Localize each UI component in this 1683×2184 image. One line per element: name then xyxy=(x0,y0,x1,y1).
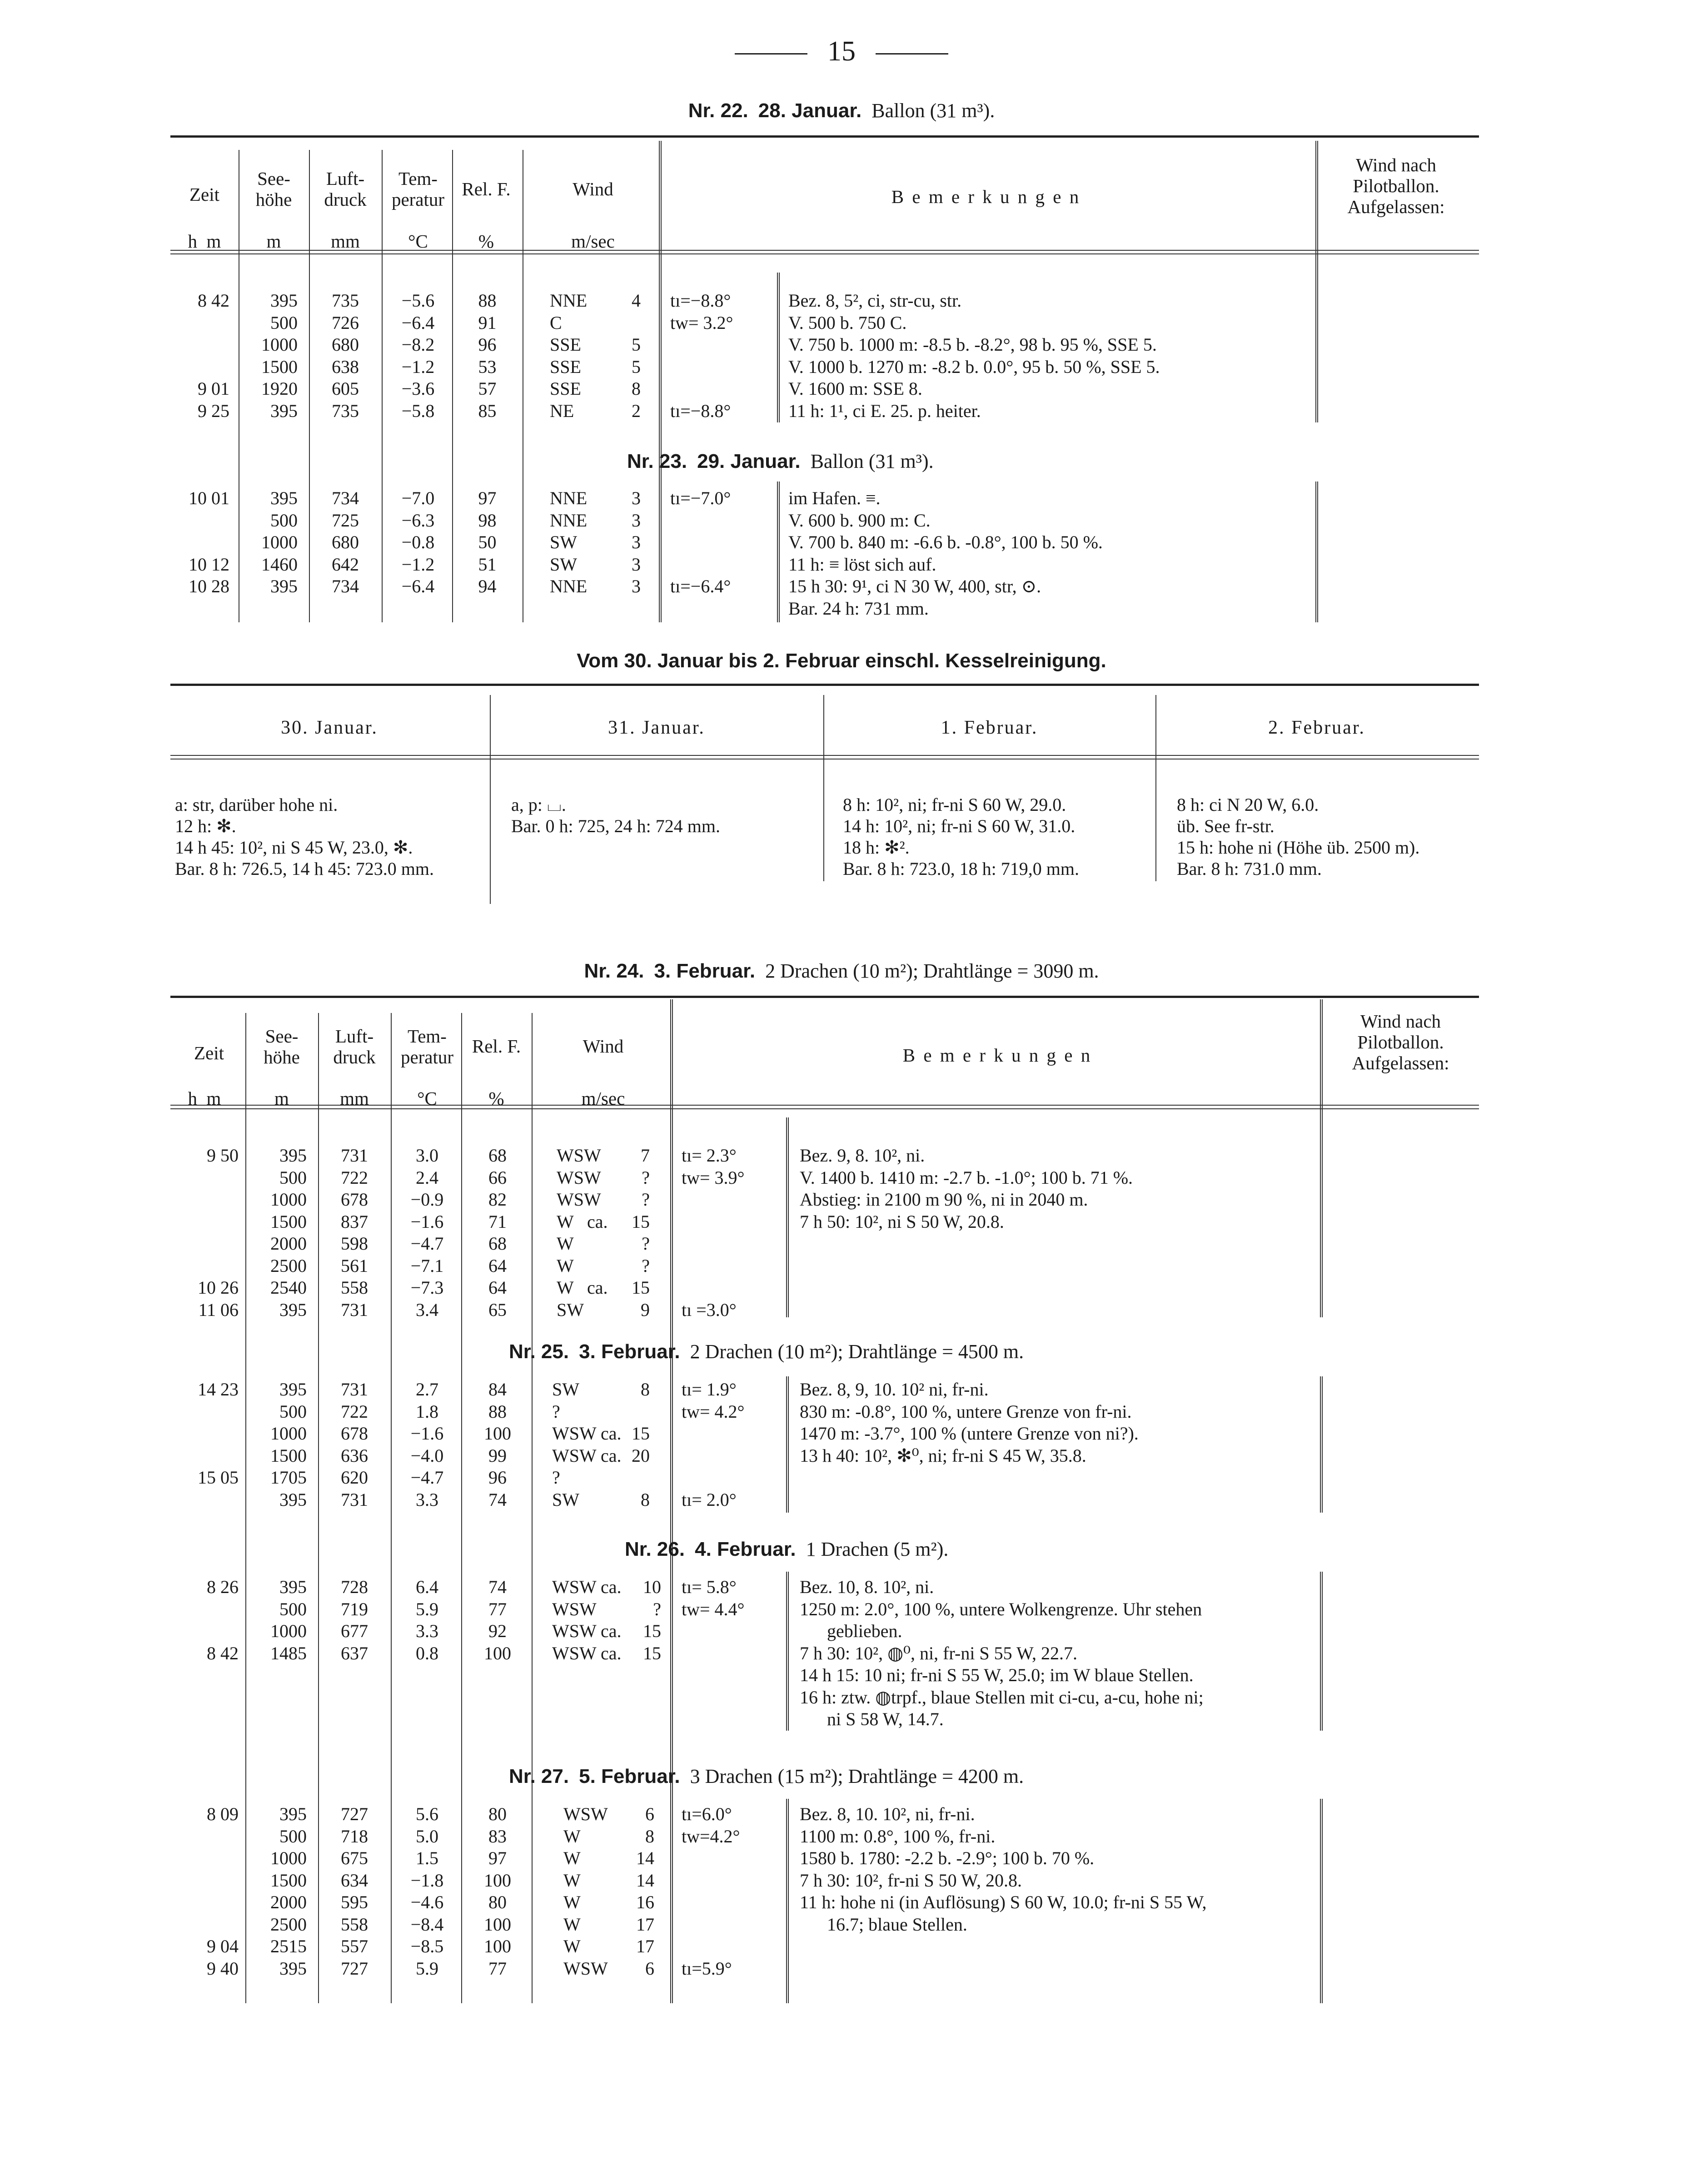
day-text-2-februar: 8 h: ci N 20 W, 6.0. üb. See fr-str. 15 h: hohe ni (Höhe üb. 2500 m). Bar. 8 h: 731.0 mm. xyxy=(1177,794,1420,879)
col-head-relf-2: Rel. F. xyxy=(472,1036,521,1057)
day-head-2-februar: 2. Februar. xyxy=(1268,717,1365,738)
kessel-title: Vom 30. Januar bis 2. Februar einschl. Kesselreinigung. xyxy=(577,650,1106,672)
nr25-wind-speed: 8 15 20 8 xyxy=(632,1379,650,1510)
nr24-wind-speed: 7 ? ? 15 ? ? 15 9 xyxy=(632,1145,650,1320)
col-head-pilotballon-2: Wind nach Pilotballon. Aufgelassen: xyxy=(1352,1011,1449,1073)
page-header xyxy=(0,35,1683,68)
day-text-31-januar: a, p: ⌴. Bar. 0 h: 725, 24 h: 724 mm. xyxy=(511,794,720,836)
nr25-thermometer: tı= 1.9° tw= 4.2° tı= 2.0° xyxy=(682,1379,745,1510)
nr23-druck: 734 725 680 642 734 xyxy=(332,488,359,596)
nr22-bemerkungen: Bez. 8, 5², ci, str-cu, str. V. 500 b. 750 C. V. 750 b. 1000 m: -8.5 b. -8.2°, 98 b. 95 %, SSE 5. V. 1000 b. 1270 m: -8.2 b. 0.0°, 95 b. 50 %, SSE 5. V. 1600 m: SSE 8. 11 h: 1¹, ci E. 25. p. heiter. xyxy=(788,290,1160,421)
nr24-wind-dir: WSW WSW WSW W ca. W W W ca. SW xyxy=(557,1145,608,1320)
col-head-wind: Wind xyxy=(573,179,613,199)
nr26-relf: 74 77 92 100 xyxy=(484,1577,511,1663)
nr26-hoehe: 395 500 1000 1485 xyxy=(270,1577,307,1663)
table1-top-rule xyxy=(170,135,1479,138)
col-head-zeit: Zeit xyxy=(189,184,220,205)
col-head-zeit-2: Zeit xyxy=(194,1042,224,1063)
nr22-zeit: 8 42 9 01 9 25 xyxy=(198,290,229,421)
nr22-druck: 735 726 680 638 605 735 xyxy=(332,290,359,421)
nr27-druck: 727 718 675 634 595 558 557 727 xyxy=(341,1804,368,1979)
nr23-temp: −7.0 −6.3 −0.8 −1.2 −6.4 xyxy=(401,488,435,596)
nr23-thermometer: tı=−7.0° tı=−6.4° xyxy=(670,488,731,596)
section-title-nr27: Nr. 27. 5. Februar. 3 Drachen (15 m²); Drahtlänge = 4200 m. xyxy=(509,1765,1024,1787)
nr24-thermometer: tı= 2.3° tw= 3.9° tı =3.0° xyxy=(682,1145,745,1320)
nr26-zeit: 8 26 8 42 xyxy=(207,1577,239,1663)
nr25-bemerkungen: Bez. 8, 9, 10. 10² ni, fr-ni. 830 m: -0.8°, 100 %, untere Grenze von fr-ni. 1470 m: -3.7°, 100 % (untere Grenze von ni?). 13 h 40: 10², ✻⁰, ni; fr-ni S 45 W, 35.8. xyxy=(800,1379,1139,1466)
page-number: 15 xyxy=(827,36,856,67)
nr22-wind-speed: 4 5 5 8 2 xyxy=(632,290,641,421)
nr23-wind-dir: NNE NNE SW SW NNE xyxy=(550,488,588,596)
nr24-relf: 68 66 82 71 68 64 64 65 xyxy=(488,1145,507,1320)
col-head-relf: Rel. F. xyxy=(462,179,511,199)
nr22-relf: 88 91 96 53 57 85 xyxy=(478,290,497,421)
nr27-temp: 5.6 5.0 1.5 −1.8 −4.6 −8.4 −8.5 5.9 xyxy=(410,1804,444,1979)
nr23-zeit: 10 01 10 12 10 28 xyxy=(189,488,229,596)
nr23-bemerkungen: im Hafen. ≡. V. 600 b. 900 m: C. V. 700 b. 840 m: -6.6 b. -0.8°, 100 b. 50 %. 11 h: ≡ löst sich auf. 15 h 30: 9¹, ci N 30 W, 400, str, ⊙. Bar. 24 h: 731 mm. xyxy=(788,488,1103,619)
nr23-hoehe: 395 500 1000 1460 395 xyxy=(261,488,298,596)
col-head-pilotballon: Wind nach Pilotballon. Aufgelassen: xyxy=(1347,154,1445,217)
nr25-relf: 84 88 100 99 96 74 xyxy=(484,1379,511,1510)
nr24-hoehe: 395 500 1000 1500 2000 2500 2540 395 xyxy=(270,1145,307,1320)
nr22-temp: −5.6 −6.4 −8.2 −1.2 −3.6 −5.8 xyxy=(401,290,435,421)
section-title-nr23: Nr. 23. 29. Januar. Ballon (31 m³). xyxy=(627,450,934,472)
section-title-nr26: Nr. 26. 4. Februar. 1 Drachen (5 m²). xyxy=(625,1538,949,1560)
nr22-hoehe: 395 500 1000 1500 1920 395 xyxy=(261,290,298,421)
nr27-wind-speed: 6 8 14 14 16 17 17 6 xyxy=(636,1804,654,1979)
nr25-druck: 731 722 678 636 620 731 xyxy=(341,1379,368,1510)
nr27-thermometer: tı=6.0° tw=4.2° tı=5.9° xyxy=(682,1804,740,1979)
col-head-seehoehe: See- höhe xyxy=(255,168,292,210)
section-title-nr22: Nr. 22. 28. Januar. Ballon (31 m³). xyxy=(688,99,995,122)
section-title-nr24: Nr. 24. 3. Februar. 2 Drachen (10 m²); Drahtlänge = 3090 m. xyxy=(584,960,1099,982)
col-head-seehoehe-2: See- höhe xyxy=(264,1026,300,1067)
col-head-bemerkungen: B e m e r k u n g e n xyxy=(891,186,1081,207)
section-title-nr25: Nr. 25. 3. Februar. 2 Drachen (10 m²); Drahtlänge = 4500 m. xyxy=(509,1340,1024,1363)
nr24-temp: 3.0 2.4 −0.9 −1.6 −4.7 −7.1 −7.3 3.4 xyxy=(410,1145,444,1320)
nr26-wind-dir: WSW ca. WSW WSW ca. WSW ca. xyxy=(552,1577,622,1663)
day-head-1-februar: 1. Februar. xyxy=(941,717,1038,738)
day-text-30-januar: a: str, darüber hohe ni. 12 h: ✻. 14 h 45: 10², ni S 45 W, 23.0, ✻. Bar. 8 h: 726.5, 14 h 45: 723.0 mm. xyxy=(175,794,434,879)
nr25-hoehe: 395 500 1000 1500 1705 395 xyxy=(270,1379,307,1510)
nr26-bemerkungen: Bez. 10, 8. 10², ni. 1250 m: 2.0°, 100 %, untere Wolkengrenze. Uhr stehen geblieben. 7 h 30: 10², ◍⁰, ni, fr-ni S 55 W, 22.7. 14 h 15: 10 ni; fr-ni S 55 W, 25.0; im W blaue Stellen. 16 h: ztw. ◍trpf., blaue Stellen mit ci-cu, a-cu, hohe ni; ni S 58 W, 14.7. xyxy=(800,1577,1204,1729)
nr27-zeit: 8 09 9 04 9 40 xyxy=(207,1804,239,1979)
nr24-druck: 731 722 678 837 598 561 558 731 xyxy=(341,1145,368,1320)
nr25-temp: 2.7 1.8 −1.6 −4.0 −4.7 3.3 xyxy=(410,1379,444,1510)
col-head-luftdruck: Luft- druck xyxy=(324,168,367,210)
nr27-relf: 80 83 97 100 80 100 100 77 xyxy=(484,1804,511,1979)
nr23-relf: 97 98 50 51 94 xyxy=(478,488,497,596)
nr22-wind-dir: NNE C SSE SSE SSE NE xyxy=(550,290,588,421)
col-head-luftdruck-2: Luft- druck xyxy=(333,1026,376,1067)
nr26-temp: 6.4 5.9 3.3 0.8 xyxy=(416,1577,438,1663)
day-head-30-januar: 30. Januar. xyxy=(281,717,378,738)
day-head-31-januar: 31. Januar. xyxy=(608,717,705,738)
nr22-thermometer: tı=−8.8° tw= 3.2° tı=−8.8° xyxy=(670,290,733,421)
nr24-zeit: 9 50 10 26 11 06 xyxy=(198,1145,239,1320)
day-text-1-februar: 8 h: 10², ni; fr-ni S 60 W, 29.0. 14 h: 10², ni; fr-ni S 60 W, 31.0. 18 h: ✻². Bar. 8 h: 723.0, 18 h: 719,0 mm. xyxy=(843,794,1079,879)
col-head-wind-2: Wind xyxy=(583,1036,624,1057)
nr24-bemerkungen: Bez. 9, 8. 10², ni. V. 1400 b. 1410 m: -2.7 b. -1.0°; 100 b. 71 %. Abstieg: in 2100 m 90 %, ni in 2040 m. 7 h 50: 10², ni S 50 W, 20.8. xyxy=(800,1145,1133,1232)
nr26-thermometer: tı= 5.8° tw= 4.4° xyxy=(682,1577,745,1619)
nr26-wind-speed: 10 ? 15 15 xyxy=(643,1577,661,1663)
nr25-zeit: 14 23 15 05 xyxy=(198,1379,239,1488)
nr23-wind-speed: 3 3 3 3 3 xyxy=(632,488,641,596)
col-head-temperatur-2: Tem- peratur xyxy=(400,1026,454,1067)
nr26-druck: 728 719 677 637 xyxy=(341,1577,368,1663)
nr25-wind-dir: SW ? WSW ca. WSW ca. ? SW xyxy=(552,1379,622,1510)
nr27-bemerkungen: Bez. 8, 10. 10², ni, fr-ni. 1100 m: 0.8°, 100 %, fr-ni. 1580 b. 1780: -2.2 b. -2.9°; 100 b. 70 %. 7 h 30: 10², fr-ni S 50 W, 20.8. 11 h: hohe ni (in Auflösung) S 60 W, 10.0; fr-ni S 55 W, 16.7; blaue Stellen. xyxy=(800,1804,1207,1935)
nr27-hoehe: 395 500 1000 1500 2000 2500 2515 395 xyxy=(270,1804,307,1979)
nr27-wind-dir: WSW W W W W W W WSW xyxy=(563,1804,608,1979)
col-head-bemerkungen-2: B e m e r k u n g e n xyxy=(902,1045,1092,1066)
col-head-temperatur: Tem- peratur xyxy=(391,168,445,210)
